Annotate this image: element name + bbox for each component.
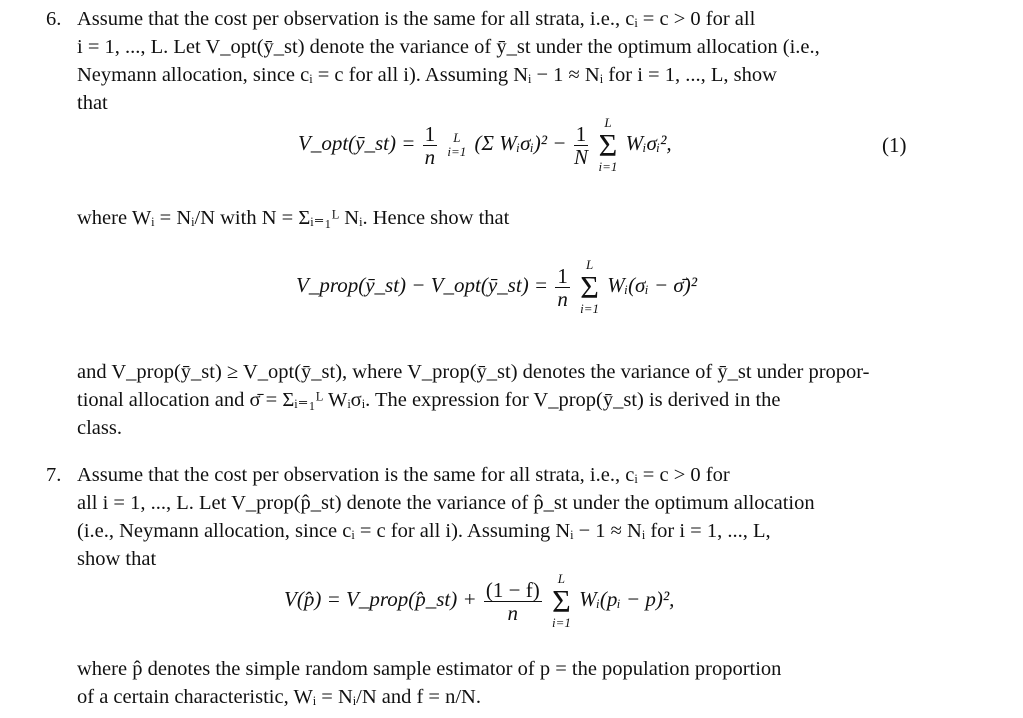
eq2-lhs: V_prop(ȳ_st) − V_opt(ȳ_st) =	[296, 272, 549, 297]
conclusion-line-2: tional allocation and σ̄ = Σᵢ₌₁ᴸ Wᵢσᵢ. The expression for V_prop(ȳ_st) is derived in the	[77, 389, 781, 411]
problem-7-after-line-1: where p̂ denotes the simple random sample estimator of p = the population proportion	[77, 658, 782, 680]
eq1-frac2-denominator: N	[573, 144, 588, 169]
eq3-sigma: Σ	[552, 583, 571, 619]
eq3-sum	[552, 572, 571, 630]
problem-7-statement	[77, 461, 926, 573]
problem-6-line-1: Assume that the cost per observation is the same for all strata, i.e., cᵢ = c > 0 for all	[77, 8, 756, 30]
eq2-frac-numerator: 1	[557, 263, 568, 288]
problem-7	[46, 461, 926, 573]
problem-6-line-3: Neymann allocation, since cᵢ = c for all i). Assuming Nᵢ − 1 ≈ Nᵢ for i = 1, ..., L, show	[77, 64, 777, 86]
eq3-fraction	[484, 579, 542, 624]
problem-6-statement	[77, 5, 926, 117]
equation-2	[296, 258, 697, 316]
eq2-sum-lower: i=1	[580, 301, 599, 316]
problem-7-number: 7.	[46, 464, 62, 486]
problem-6-line-4: that	[77, 92, 108, 114]
eq2-fraction	[555, 265, 570, 310]
problem-6-line-2: i = 1, ..., L. Let V_opt(ȳ_st) denote the variance of ȳ_st under the optimum allocation (i.e.,	[77, 36, 820, 58]
eq1-sum2-lower: i=1	[598, 159, 618, 174]
eq3-lhs: V(p̂) = V_prop(p̂_st) +	[284, 586, 477, 611]
problem-7-after-line-2: of a certain characteristic, Wᵢ = Nᵢ/N and f = n/N.	[77, 686, 481, 708]
eq1-sigma-2: Σ	[598, 127, 618, 163]
eq2-frac-denominator: n	[557, 286, 568, 311]
eq1-fraction-1	[423, 123, 438, 168]
problem-6-where	[46, 204, 926, 232]
eq1-frac1-numerator: 1	[424, 121, 436, 146]
equation-1	[298, 116, 672, 174]
eq2-sum	[580, 258, 599, 316]
eq3-sum-upper: L	[557, 571, 566, 586]
problem-6-number: 6.	[46, 8, 62, 30]
equation-1-number: (1)	[882, 133, 907, 157]
eq1-term-2: Wᵢσᵢ²,	[625, 130, 672, 155]
equation-3	[284, 572, 674, 630]
problem-6	[46, 5, 926, 117]
problem-7-line-3: (i.e., Neymann allocation, since cᵢ = c for all i). Assuming Nᵢ − 1 ≈ Nᵢ for i = 1, ..., L,	[77, 520, 771, 542]
eq1-sum2-upper: L	[604, 115, 612, 130]
eq1-sum-2	[598, 116, 617, 174]
conclusion-line-1: and V_prop(ȳ_st) ≥ V_opt(ȳ_st), where V_prop(ȳ_st) denotes the variance of ȳ_st under propor-	[77, 361, 870, 383]
eq2-sum-upper: L	[585, 257, 594, 272]
problem-6-conclusion	[46, 358, 926, 442]
conclusion-line-3: class.	[77, 417, 122, 439]
eq1-lhs: V_opt(ȳ_st) =	[298, 130, 416, 155]
eq1-sum-1	[447, 131, 466, 159]
eq3-frac-denominator: n	[507, 600, 519, 625]
problem-7-line-4: show that	[77, 548, 157, 570]
problem-7-line-1: Assume that the cost per observation is the same for all strata, i.e., cᵢ = c > 0 for	[77, 464, 730, 486]
eq3-term: Wᵢ(pᵢ − p)²,	[579, 586, 675, 611]
eq3-sum-lower: i=1	[551, 615, 571, 630]
eq1-sum1-lower: i=1	[447, 144, 467, 159]
eq1-frac1-denominator: n	[424, 144, 436, 169]
eq2-term: Wᵢ(σᵢ − σ̄)²	[607, 272, 698, 297]
where-line: where Wᵢ = Nᵢ/N with N = Σᵢ₌₁ᴸ Nᵢ. Hence show that	[77, 207, 510, 229]
eq2-sigma: Σ	[580, 269, 599, 305]
eq1-term-1: (Σ Wᵢσᵢ)² −	[474, 130, 567, 155]
problem-7-line-2: all i = 1, ..., L. Let V_prop(p̂_st) denote the variance of p̂_st under the optimum allocation	[77, 492, 815, 514]
eq1-fraction-2	[574, 123, 589, 168]
eq1-sum1-upper: L	[453, 130, 461, 145]
problem-7-conclusion	[46, 655, 926, 711]
eq3-frac-numerator: (1 − f)	[485, 577, 540, 602]
eq1-frac2-numerator: 1	[575, 121, 587, 146]
